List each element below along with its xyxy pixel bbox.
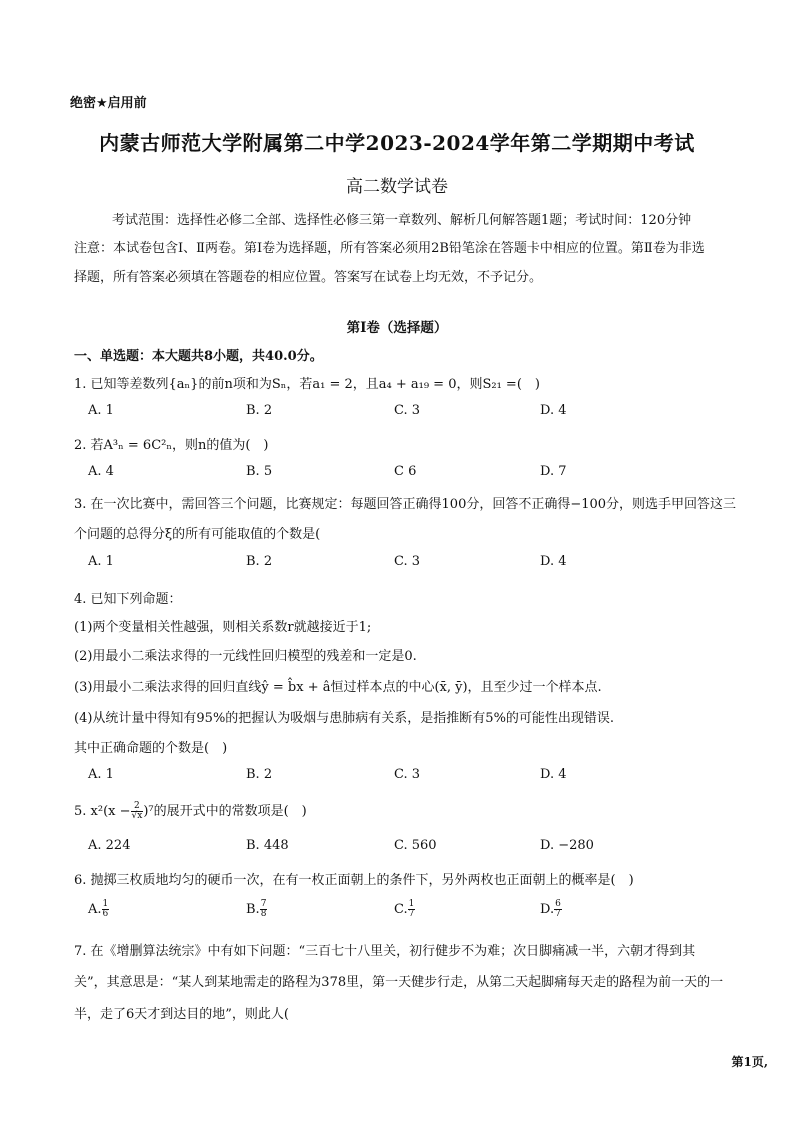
question-6-option-a-den: 6 bbox=[102, 909, 109, 919]
question-6-option-c-num: 1 bbox=[408, 899, 415, 909]
question-3-option-b: B. 2 bbox=[246, 554, 273, 569]
question-6-stem: 6. 抛掷三枚质地均匀的硬币一次，在有一枚正面朝上的条件下，另外两枚也正面朝上的概率是( ) bbox=[74, 873, 634, 888]
question-5-fraction-num: 2 bbox=[131, 802, 144, 812]
part-title: 一、单选题：本大题共8小题，共40.0分。 bbox=[74, 349, 323, 364]
question-5-stem-post: )⁷的展开式中的常数项是( ) bbox=[143, 804, 307, 819]
question-4-item-2: (2)用最小二乘法求得的一元线性回归模型的残差和一定是0. bbox=[74, 649, 417, 664]
question-7-line-1: 7. 在《增删算法统宗》中有如下问题：“三百七十八里关，初行健步不为难；次日脚痛减一半，六朝才得到其 bbox=[74, 944, 696, 959]
question-3-option-d: D. 4 bbox=[540, 554, 567, 569]
question-5-fraction-den: √x bbox=[131, 811, 143, 821]
question-6-option-d-den: 7 bbox=[555, 909, 561, 919]
question-1-stem: 1. 已知等差数列{aₙ}的前n项和为Sₙ，若a₁ = 2，且a₄ + a₁₉ = 0，则S₂₁ =( ) bbox=[74, 377, 540, 392]
question-6-option-c bbox=[394, 900, 415, 919]
question-5-option-a: A. 224 bbox=[88, 838, 131, 853]
question-6-option-a-label: A. bbox=[88, 902, 102, 917]
question-1-option-b: B. 2 bbox=[246, 403, 273, 418]
question-6-option-b-num: 7 bbox=[260, 899, 267, 909]
question-4-option-c: C. 3 bbox=[394, 767, 421, 782]
question-2-option-b: B. 5 bbox=[246, 464, 273, 479]
confidential-mark: 绝密★启用前 bbox=[70, 96, 147, 111]
question-4-stem: 4. 已知下列命题： bbox=[74, 592, 182, 607]
notice-line-2: 择题，所有答案必须填在答题卷的相应位置。答案写在试卷上均无效，不予记分。 bbox=[74, 270, 543, 285]
notice-line-1: 注意：本试卷包含Ⅰ、Ⅱ两卷。第Ⅰ卷为选择题，所有答案必须用2B铅笔涂在答题卡中相应的位置。第Ⅱ卷为非选 bbox=[74, 241, 705, 256]
question-6-option-d-label: D. bbox=[540, 902, 555, 917]
question-4-option-d: D. 4 bbox=[540, 767, 567, 782]
question-6-option-c-label: C. bbox=[394, 902, 408, 917]
question-4-item-1: (1)两个变量相关性越强，则相关系数r就越接近于1; bbox=[74, 620, 372, 635]
question-5-option-b: B. 448 bbox=[246, 838, 289, 853]
question-3-option-c: C. 3 bbox=[394, 554, 421, 569]
question-6-option-d-fraction bbox=[554, 900, 562, 919]
question-7-line-3: 半，走了6天才到达目的地”，则此人( bbox=[74, 1007, 302, 1022]
question-6-option-a-num: 1 bbox=[102, 899, 109, 909]
question-4-option-a: A. 1 bbox=[88, 767, 114, 782]
page-number: 第1页, bbox=[731, 1055, 768, 1069]
question-6-option-c-fraction bbox=[408, 900, 416, 919]
exam-subtitle: 高二数学试卷 bbox=[346, 177, 448, 197]
question-2-option-c: C 6 bbox=[394, 464, 417, 479]
question-1-option-a: A. 1 bbox=[88, 403, 114, 418]
question-3-option-a: A. 1 bbox=[88, 554, 114, 569]
question-6-option-d-num: 6 bbox=[555, 899, 561, 909]
question-5-fraction bbox=[131, 802, 144, 821]
question-6-option-d bbox=[540, 900, 562, 919]
exam-title: 内蒙古师范大学附属第二中学2023-2024学年第二学期期中考试 bbox=[99, 131, 695, 155]
question-4-ask: 其中正确命题的个数是( ) bbox=[74, 741, 228, 756]
question-4-item-4: (4)从统计量中得知有95%的把握认为吸烟与患肺病有关系，是指推断有5%的可能性出现错误. bbox=[74, 711, 615, 726]
question-2-option-a: A. 4 bbox=[88, 464, 114, 479]
question-6-option-b-den: 8 bbox=[260, 909, 267, 919]
question-5-stem bbox=[74, 800, 307, 821]
question-1-option-d: D. 4 bbox=[540, 403, 567, 418]
question-6-option-b-fraction bbox=[260, 900, 268, 919]
question-7-line-2: 关”，其意思是：“某人到某地需走的路程为378里，第一天健步行走，从第二天起脚痛每天走的路程为前一天的一 bbox=[74, 975, 724, 990]
question-6-option-a bbox=[88, 900, 109, 919]
question-2-option-d: D. 7 bbox=[540, 464, 567, 479]
question-6-option-a-fraction bbox=[102, 900, 110, 919]
question-3-line-2: 个问题的总得分ξ的所有可能取值的个数是( bbox=[74, 527, 321, 542]
question-5-option-d: D. −280 bbox=[540, 838, 594, 853]
question-3-line-1: 3. 在一次比赛中，需回答三个问题，比赛规定：每题回答正确得100分，回答不正确得−100分，则选手甲回答这三 bbox=[74, 497, 737, 512]
question-4-item-3: (3)用最小二乘法求得的回归直线ŷ = b̂x + â恒过样本点的中心(x̄, ȳ)，且至少过一个样本点. bbox=[74, 680, 602, 695]
exam-scope: 考试范围：选择性必修二全部、选择性必修三第一章数列、解析几何解答题1题；考试时间：120分钟 bbox=[112, 213, 692, 228]
question-6-option-b-label: B. bbox=[246, 902, 260, 917]
question-5-option-c: C. 560 bbox=[394, 838, 437, 853]
question-2-stem: 2. 若A³ₙ = 6C²ₙ，则n的值为( ) bbox=[74, 438, 269, 453]
question-4-option-b: B. 2 bbox=[246, 767, 273, 782]
question-1-option-c: C. 3 bbox=[394, 403, 421, 418]
question-6-option-b bbox=[246, 900, 267, 919]
question-5-stem-pre: 5. x²(x − bbox=[74, 804, 131, 819]
question-6-option-c-den: 7 bbox=[408, 909, 415, 919]
section-title: 第Ⅰ卷（选择题） bbox=[346, 320, 448, 336]
